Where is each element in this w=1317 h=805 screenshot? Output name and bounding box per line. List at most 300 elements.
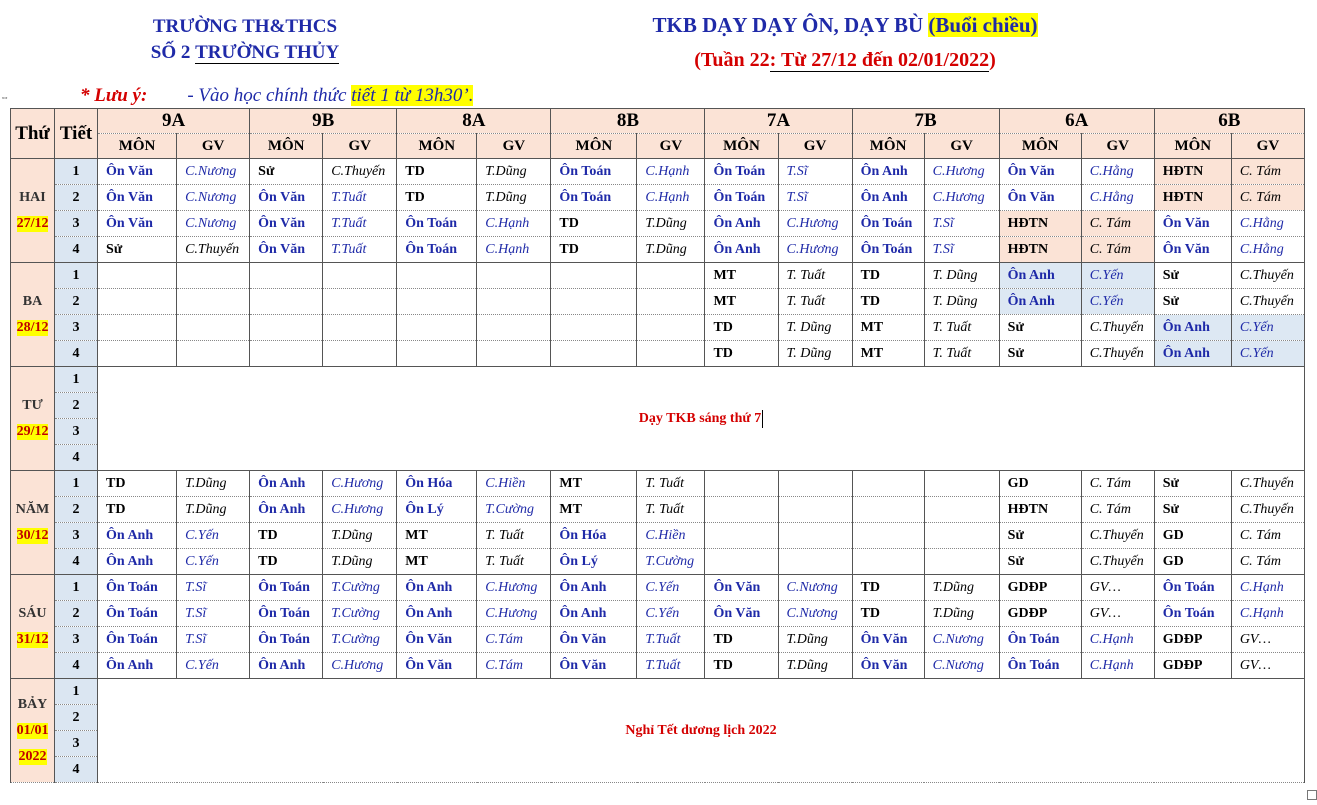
period-number: 1 xyxy=(55,263,98,289)
teacher-cell[interactable]: C.Nương xyxy=(177,211,250,237)
subject-cell[interactable]: Ôn Hóa xyxy=(551,523,637,549)
teacher-cell[interactable]: C.Hạnh xyxy=(1231,601,1304,627)
subject-cell[interactable] xyxy=(551,341,637,367)
teacher-cell[interactable]: T.Cường xyxy=(323,627,397,653)
subheader-mon: MÔN xyxy=(551,134,637,159)
teacher-cell[interactable]: T.Dũng xyxy=(477,185,551,211)
subject-cell[interactable]: GD xyxy=(999,471,1081,497)
subject-cell[interactable]: Ôn Văn xyxy=(250,237,323,263)
subject-cell[interactable]: MT xyxy=(705,263,778,289)
teacher-cell[interactable]: C.Thuyến xyxy=(1081,315,1154,341)
teacher-cell[interactable] xyxy=(778,523,852,549)
teacher-cell[interactable]: C.Yến xyxy=(637,601,705,627)
teacher-cell[interactable]: C.Nương xyxy=(177,159,250,185)
teacher-cell[interactable]: T.Tuất xyxy=(323,237,397,263)
subject-cell[interactable] xyxy=(250,289,323,315)
teacher-cell[interactable]: T. Dũng xyxy=(778,341,852,367)
teacher-cell[interactable]: T. Tuất xyxy=(637,471,705,497)
subject-cell[interactable]: Ôn Văn xyxy=(852,653,924,679)
subject-cell[interactable]: Ôn Văn xyxy=(1154,237,1231,263)
teacher-cell[interactable] xyxy=(924,497,999,523)
subject-cell[interactable]: MT xyxy=(397,523,477,549)
table-row xyxy=(11,315,1305,341)
subject-cell[interactable]: TD xyxy=(705,627,778,653)
period-number: 3 xyxy=(55,731,98,757)
teacher-cell[interactable]: T.Dũng xyxy=(177,471,250,497)
subheader-mon: MÔN xyxy=(397,134,477,159)
subject-cell[interactable]: Ôn Toán xyxy=(98,627,177,653)
teacher-cell[interactable]: C.Hạnh xyxy=(1081,653,1154,679)
subject-cell[interactable]: Ôn Toán xyxy=(250,627,323,653)
subject-cell[interactable]: HĐTN xyxy=(999,211,1081,237)
teacher-cell[interactable]: T. Tuất xyxy=(924,315,999,341)
subject-cell[interactable]: Ôn Toán xyxy=(852,211,924,237)
subject-cell[interactable]: HĐTN xyxy=(999,237,1081,263)
day-date: 31/12 xyxy=(16,631,49,647)
title-main: TKB DẠY DẠY ÔN, DẠY BÙ xyxy=(652,13,929,37)
teacher-cell[interactable]: C. Tám xyxy=(1081,237,1154,263)
subject-cell[interactable]: GD xyxy=(1154,523,1231,549)
subject-cell[interactable] xyxy=(705,549,778,575)
teacher-cell[interactable]: T.Dũng xyxy=(778,653,852,679)
subject-cell[interactable]: Ôn Anh xyxy=(250,497,323,523)
teacher-cell[interactable]: C.Hạnh xyxy=(637,185,705,211)
subject-cell[interactable]: Sử xyxy=(1154,263,1231,289)
subject-cell[interactable]: Ôn Toán xyxy=(999,627,1081,653)
subject-cell[interactable] xyxy=(551,315,637,341)
subject-cell[interactable]: Sử xyxy=(999,523,1081,549)
teacher-cell[interactable]: T. Dũng xyxy=(924,289,999,315)
subject-cell[interactable]: TD xyxy=(852,575,924,601)
subheader-mon: MÔN xyxy=(98,134,177,159)
subject-cell[interactable]: Sử xyxy=(1154,471,1231,497)
subject-cell[interactable]: TD xyxy=(705,315,778,341)
teacher-cell[interactable]: C.Thuyến xyxy=(1081,523,1154,549)
school-line-1: TRƯỜNG TH&THCS xyxy=(152,16,338,37)
subject-cell[interactable]: TD xyxy=(852,263,924,289)
teacher-cell[interactable]: T.Sĩ xyxy=(177,575,250,601)
teacher-cell[interactable]: C.Nương xyxy=(177,185,250,211)
subject-cell[interactable]: Ôn Toán xyxy=(705,185,778,211)
teacher-cell[interactable] xyxy=(924,523,999,549)
teacher-cell[interactable]: C.Yến xyxy=(1231,341,1304,367)
teacher-cell[interactable]: T.Sĩ xyxy=(924,237,999,263)
teacher-cell[interactable]: C.Nương xyxy=(778,575,852,601)
teacher-cell[interactable]: T. Tuất xyxy=(637,497,705,523)
teacher-cell[interactable] xyxy=(177,263,250,289)
teacher-cell[interactable]: T.Tuất xyxy=(323,185,397,211)
teacher-cell[interactable]: C.Hạnh xyxy=(477,211,551,237)
teacher-cell[interactable]: C.Hương xyxy=(323,497,397,523)
teacher-cell[interactable]: T.Dũng xyxy=(637,211,705,237)
period-number: 1 xyxy=(55,159,98,185)
teacher-cell[interactable] xyxy=(477,263,551,289)
teacher-cell[interactable]: C.Hằng xyxy=(1231,237,1304,263)
subject-cell[interactable]: TD xyxy=(98,471,177,497)
subject-cell[interactable] xyxy=(98,263,177,289)
subject-cell[interactable] xyxy=(250,341,323,367)
subject-cell[interactable]: Ôn Anh xyxy=(852,159,924,185)
teacher-cell[interactable]: C.Thuyến xyxy=(1231,497,1304,523)
table-row xyxy=(11,497,1305,523)
subject-cell[interactable]: Ôn Lý xyxy=(551,549,637,575)
teacher-cell[interactable]: C.Hiền xyxy=(477,471,551,497)
subject-cell[interactable]: Sử xyxy=(999,315,1081,341)
teacher-cell[interactable]: C.Yến xyxy=(1081,263,1154,289)
teacher-cell[interactable]: C.Hương xyxy=(778,237,852,263)
teacher-cell[interactable]: T. Tuất xyxy=(477,549,551,575)
subject-cell[interactable]: Ôn Toán xyxy=(98,575,177,601)
subject-cell[interactable]: TD xyxy=(705,341,778,367)
subject-cell[interactable]: Ôn Văn xyxy=(397,627,477,653)
teacher-cell[interactable]: C.Hương xyxy=(323,471,397,497)
subject-cell[interactable]: Ôn Anh xyxy=(999,289,1081,315)
subject-cell[interactable]: Ôn Văn xyxy=(999,159,1081,185)
subject-cell[interactable]: Sử xyxy=(1154,289,1231,315)
subject-cell[interactable] xyxy=(98,315,177,341)
subject-cell[interactable] xyxy=(250,263,323,289)
teacher-cell[interactable] xyxy=(924,549,999,575)
teacher-cell[interactable]: C. Tám xyxy=(1231,185,1304,211)
teacher-cell[interactable]: C.Yến xyxy=(1081,289,1154,315)
teacher-cell[interactable]: T.Dũng xyxy=(924,575,999,601)
subject-cell[interactable]: TD xyxy=(705,653,778,679)
teacher-cell[interactable]: C. Tám xyxy=(1231,549,1304,575)
teacher-cell[interactable]: T. Dũng xyxy=(924,263,999,289)
teacher-cell[interactable]: T.Dũng xyxy=(323,549,397,575)
table-move-handle-icon[interactable]: ⇔ xyxy=(0,92,9,102)
subject-cell[interactable]: Ôn Toán xyxy=(551,159,637,185)
subject-cell[interactable]: Ôn Toán xyxy=(1154,575,1231,601)
teacher-cell[interactable]: C.Hương xyxy=(924,185,999,211)
subject-cell[interactable]: Ôn Văn xyxy=(705,601,778,627)
subject-cell[interactable]: Ôn Toán xyxy=(551,185,637,211)
subject-cell[interactable]: TD xyxy=(397,185,477,211)
subject-cell[interactable]: HĐTN xyxy=(1154,159,1231,185)
period-number: 4 xyxy=(55,549,98,575)
subject-cell[interactable]: Ôn Hóa xyxy=(397,471,477,497)
subject-cell[interactable]: Ôn Văn xyxy=(705,575,778,601)
teacher-cell[interactable]: T. Tuất xyxy=(924,341,999,367)
teacher-cell[interactable]: T.Dũng xyxy=(177,497,250,523)
teacher-cell[interactable] xyxy=(177,315,250,341)
teacher-cell[interactable]: GV… xyxy=(1081,575,1154,601)
teacher-cell[interactable]: C.Yến xyxy=(177,549,250,575)
teacher-cell[interactable]: C.Thuyến xyxy=(1081,341,1154,367)
subject-cell[interactable] xyxy=(705,471,778,497)
subject-cell[interactable]: Ôn Anh xyxy=(397,575,477,601)
teacher-cell[interactable]: C.Hạnh xyxy=(477,237,551,263)
subject-cell[interactable]: Ôn Văn xyxy=(852,627,924,653)
day-name: HAI xyxy=(19,189,46,205)
subject-cell[interactable]: TD xyxy=(551,211,637,237)
teacher-cell[interactable]: T.Dũng xyxy=(778,627,852,653)
teacher-cell[interactable]: T.Tuất xyxy=(323,211,397,237)
subject-cell[interactable]: Sử xyxy=(98,237,177,263)
teacher-cell[interactable]: C.Tám xyxy=(477,627,551,653)
text-cursor xyxy=(762,410,763,428)
subject-cell[interactable]: Sử xyxy=(1154,497,1231,523)
teacher-cell[interactable]: C.Hiền xyxy=(637,523,705,549)
class-header-9a: 9A xyxy=(98,109,250,134)
class-header-9b: 9B xyxy=(250,109,397,134)
teacher-cell[interactable] xyxy=(177,341,250,367)
teacher-cell[interactable]: C.Nương xyxy=(924,653,999,679)
table-row xyxy=(11,159,1305,185)
teacher-cell[interactable]: T.Dũng xyxy=(637,237,705,263)
subject-cell[interactable]: Ôn Anh xyxy=(705,237,778,263)
period-number: 4 xyxy=(55,757,98,783)
table-row xyxy=(11,575,1305,601)
teacher-cell[interactable]: C.Nương xyxy=(924,627,999,653)
subject-cell[interactable]: GDĐP xyxy=(1154,627,1231,653)
subject-cell[interactable]: MT xyxy=(852,341,924,367)
subject-cell[interactable]: Ôn Toán xyxy=(1154,601,1231,627)
subject-cell[interactable]: MT xyxy=(852,315,924,341)
subject-cell[interactable]: MT xyxy=(551,497,637,523)
teacher-cell[interactable] xyxy=(778,549,852,575)
subject-cell[interactable]: Ôn Anh xyxy=(98,523,177,549)
subject-cell[interactable]: Ôn Văn xyxy=(98,159,177,185)
subject-cell[interactable]: HĐTN xyxy=(1154,185,1231,211)
subject-cell[interactable]: TD xyxy=(98,497,177,523)
teacher-cell[interactable]: C. Tám xyxy=(1231,523,1304,549)
subject-cell[interactable]: Ôn Anh xyxy=(999,263,1081,289)
subject-cell[interactable]: TD xyxy=(250,523,323,549)
table-row xyxy=(11,341,1305,367)
subject-cell[interactable]: Ôn Anh xyxy=(705,211,778,237)
teacher-cell[interactable] xyxy=(477,289,551,315)
teacher-cell[interactable]: C.Yến xyxy=(1231,315,1304,341)
teacher-cell[interactable]: C.Thuyến xyxy=(323,159,397,185)
day-message-text: Dạy TKB sáng thứ 7 xyxy=(638,410,762,426)
teacher-cell[interactable] xyxy=(924,471,999,497)
teacher-cell[interactable]: C.Hương xyxy=(477,601,551,627)
teacher-cell[interactable]: T.Sĩ xyxy=(924,211,999,237)
teacher-cell[interactable]: T.Cường xyxy=(323,575,397,601)
subject-cell[interactable] xyxy=(705,497,778,523)
teacher-cell[interactable]: T. Tuất xyxy=(477,523,551,549)
teacher-cell[interactable]: C.Yến xyxy=(177,523,250,549)
subject-cell[interactable]: Sử xyxy=(999,341,1081,367)
subject-cell[interactable] xyxy=(98,289,177,315)
teacher-cell[interactable]: T. Tuất xyxy=(778,263,852,289)
subject-cell[interactable]: Ôn Anh xyxy=(551,601,637,627)
teacher-cell[interactable]: C.Hằng xyxy=(1081,185,1154,211)
teacher-cell[interactable] xyxy=(637,315,705,341)
subject-cell[interactable] xyxy=(852,523,924,549)
teacher-cell[interactable]: T.Sĩ xyxy=(177,627,250,653)
subject-cell[interactable]: Ôn Toán xyxy=(397,211,477,237)
table-row xyxy=(11,523,1305,549)
subheader-mon: MÔN xyxy=(250,134,323,159)
teacher-cell[interactable] xyxy=(477,341,551,367)
subject-cell[interactable]: TD xyxy=(852,601,924,627)
teacher-cell[interactable]: C.Tám xyxy=(477,653,551,679)
table-resize-handle[interactable] xyxy=(1307,790,1317,800)
subheader-gv: GV xyxy=(1231,134,1304,159)
subject-cell[interactable]: MT xyxy=(397,549,477,575)
teacher-cell[interactable]: C.Thuyến xyxy=(1081,549,1154,575)
teacher-cell[interactable]: C. Tám xyxy=(1231,159,1304,185)
subject-cell[interactable] xyxy=(551,289,637,315)
teacher-cell[interactable]: C.Hương xyxy=(924,159,999,185)
day-cell xyxy=(11,679,55,783)
subject-cell[interactable]: TD xyxy=(852,289,924,315)
subject-cell[interactable]: HĐTN xyxy=(999,497,1081,523)
header-thu: Thứ xyxy=(11,109,55,159)
subject-cell[interactable]: Ôn Anh xyxy=(397,601,477,627)
teacher-cell[interactable] xyxy=(477,315,551,341)
subheader-mon: MÔN xyxy=(1154,134,1231,159)
teacher-cell[interactable]: C.Thuyến xyxy=(1231,471,1304,497)
day-date: 27/12 xyxy=(16,215,49,231)
teacher-cell[interactable] xyxy=(323,341,397,367)
subject-cell[interactable]: GDĐP xyxy=(999,575,1081,601)
subject-cell[interactable]: Ôn Anh xyxy=(250,471,323,497)
teacher-cell[interactable] xyxy=(778,497,852,523)
subject-cell[interactable]: Ôn Toán xyxy=(98,601,177,627)
subject-cell[interactable]: Ôn Toán xyxy=(852,237,924,263)
teacher-cell[interactable]: GV… xyxy=(1231,627,1304,653)
teacher-cell[interactable]: C.Thuyến xyxy=(1231,263,1304,289)
teacher-cell[interactable]: T.Dũng xyxy=(477,159,551,185)
subject-cell[interactable] xyxy=(98,341,177,367)
day-cell xyxy=(11,367,55,471)
teacher-cell[interactable]: C.Hằng xyxy=(1081,159,1154,185)
teacher-cell[interactable] xyxy=(637,263,705,289)
subject-cell[interactable]: Ôn Toán xyxy=(250,601,323,627)
subject-cell[interactable] xyxy=(397,315,477,341)
teacher-cell[interactable]: C.Hạnh xyxy=(637,159,705,185)
subject-cell[interactable]: Ôn Toán xyxy=(397,237,477,263)
subject-cell[interactable]: Ôn Văn xyxy=(98,185,177,211)
teacher-cell[interactable]: T.Sĩ xyxy=(177,601,250,627)
teacher-cell[interactable]: T.Dũng xyxy=(924,601,999,627)
teacher-cell[interactable]: C.Hạnh xyxy=(1231,575,1304,601)
teacher-cell[interactable]: T.Tuất xyxy=(637,627,705,653)
teacher-cell[interactable]: C. Tám xyxy=(1081,497,1154,523)
subject-cell[interactable]: Ôn Văn xyxy=(250,211,323,237)
subheader-gv: GV xyxy=(477,134,551,159)
subject-cell[interactable] xyxy=(852,549,924,575)
teacher-cell[interactable]: C.Hương xyxy=(323,653,397,679)
teacher-cell[interactable]: C.Hằng xyxy=(1231,211,1304,237)
teacher-cell[interactable] xyxy=(637,341,705,367)
subject-cell[interactable]: Ôn Văn xyxy=(1154,211,1231,237)
subject-cell[interactable] xyxy=(852,497,924,523)
teacher-cell[interactable]: C.Yến xyxy=(637,575,705,601)
subject-cell[interactable]: TD xyxy=(250,549,323,575)
teacher-cell[interactable]: C. Tám xyxy=(1081,211,1154,237)
teacher-cell[interactable]: T.Cường xyxy=(637,549,705,575)
subject-cell[interactable]: Ôn Văn xyxy=(551,627,637,653)
subject-cell[interactable] xyxy=(705,523,778,549)
period-number: 1 xyxy=(55,471,98,497)
teacher-cell[interactable]: T.Cường xyxy=(323,601,397,627)
subject-cell[interactable]: Ôn Anh xyxy=(98,549,177,575)
subject-cell[interactable]: MT xyxy=(705,289,778,315)
subject-cell[interactable]: Ôn Anh xyxy=(98,653,177,679)
teacher-cell[interactable]: T.Cường xyxy=(477,497,551,523)
teacher-cell[interactable]: C.Yến xyxy=(177,653,250,679)
teacher-cell[interactable]: GV… xyxy=(1081,601,1154,627)
teacher-cell[interactable] xyxy=(323,289,397,315)
subheader-gv: GV xyxy=(924,134,999,159)
subject-cell[interactable]: Ôn Văn xyxy=(250,185,323,211)
teacher-cell[interactable]: C.Hương xyxy=(778,211,852,237)
teacher-cell[interactable] xyxy=(177,289,250,315)
subject-cell[interactable]: Ôn Văn xyxy=(98,211,177,237)
subject-cell[interactable]: Ôn Văn xyxy=(999,185,1081,211)
teacher-cell[interactable]: GV… xyxy=(1231,653,1304,679)
teacher-cell[interactable]: C.Nương xyxy=(778,601,852,627)
subject-cell[interactable]: Ôn Toán xyxy=(999,653,1081,679)
period-number: 4 xyxy=(55,653,98,679)
subject-cell[interactable] xyxy=(397,263,477,289)
subject-cell[interactable] xyxy=(397,341,477,367)
teacher-cell[interactable]: C.Hạnh xyxy=(1081,627,1154,653)
subject-cell[interactable]: MT xyxy=(551,471,637,497)
teacher-cell[interactable]: T.Dũng xyxy=(323,523,397,549)
subject-cell[interactable]: Sử xyxy=(250,159,323,185)
table-row xyxy=(11,367,1305,393)
subject-cell[interactable]: Ôn Anh xyxy=(1154,341,1231,367)
teacher-cell[interactable] xyxy=(637,289,705,315)
subject-cell[interactable]: TD xyxy=(397,159,477,185)
teacher-cell[interactable] xyxy=(323,263,397,289)
teacher-cell[interactable]: T.Sĩ xyxy=(778,159,852,185)
period-number: 3 xyxy=(55,419,98,445)
subject-cell[interactable]: GDĐP xyxy=(999,601,1081,627)
day-message-text: Nghỉ Tết dương lịch 2022 xyxy=(625,722,777,738)
subject-cell[interactable]: Ôn Văn xyxy=(397,653,477,679)
day-cell xyxy=(11,263,55,367)
subject-cell[interactable] xyxy=(852,471,924,497)
day-date: 30/12 xyxy=(16,527,49,543)
subject-cell[interactable]: GD xyxy=(1154,549,1231,575)
teacher-cell[interactable]: T.Tuất xyxy=(637,653,705,679)
teacher-cell[interactable]: C.Thuyến xyxy=(177,237,250,263)
subject-cell[interactable] xyxy=(397,289,477,315)
subject-cell[interactable]: Ôn Toán xyxy=(250,575,323,601)
teacher-cell[interactable]: T.Sĩ xyxy=(778,185,852,211)
subject-cell[interactable]: TD xyxy=(551,237,637,263)
teacher-cell[interactable]: T. Dũng xyxy=(778,315,852,341)
teacher-cell[interactable]: C.Thuyến xyxy=(1231,289,1304,315)
note-highlight: tiết 1 từ 13h30’. xyxy=(351,85,474,106)
subheader-mon: MÔN xyxy=(705,134,778,159)
subject-cell[interactable] xyxy=(250,315,323,341)
subject-cell[interactable]: Ôn Toán xyxy=(705,159,778,185)
teacher-cell[interactable]: T. Tuất xyxy=(778,289,852,315)
subject-cell[interactable]: GDĐP xyxy=(1154,653,1231,679)
subject-cell[interactable]: Ôn Văn xyxy=(551,653,637,679)
school-name xyxy=(105,14,385,66)
teacher-cell[interactable]: C.Hương xyxy=(477,575,551,601)
teacher-cell[interactable] xyxy=(323,315,397,341)
subject-cell[interactable]: Ôn Anh xyxy=(551,575,637,601)
subject-cell[interactable] xyxy=(551,263,637,289)
subheader-gv: GV xyxy=(1081,134,1154,159)
subject-cell[interactable]: Ôn Lý xyxy=(397,497,477,523)
subject-cell[interactable]: Ôn Anh xyxy=(1154,315,1231,341)
subject-cell[interactable]: Ôn Anh xyxy=(250,653,323,679)
teacher-cell[interactable]: C. Tám xyxy=(1081,471,1154,497)
teacher-cell[interactable] xyxy=(778,471,852,497)
subject-cell[interactable]: Ôn Anh xyxy=(852,185,924,211)
subject-cell[interactable]: Sử xyxy=(999,549,1081,575)
